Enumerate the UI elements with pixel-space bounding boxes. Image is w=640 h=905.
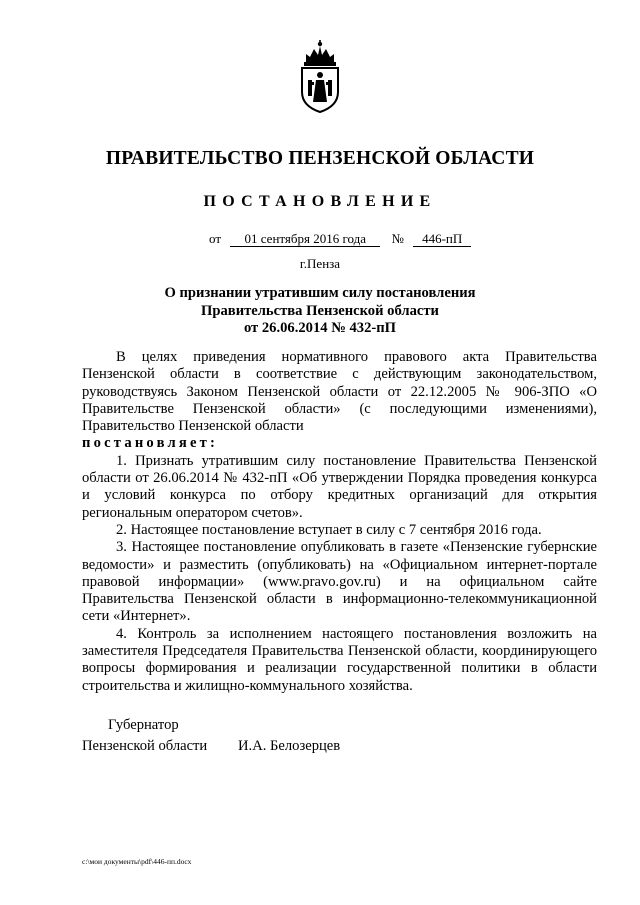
document-date: 01 сентября 2016 года [230,231,380,247]
date-number-line [209,231,471,247]
file-path-footer: c:\мои документы\pdf\446-пп.docx [82,857,192,866]
document-body [82,349,597,695]
subject-line: Правительства Пензенской области [201,302,439,319]
clause-4: 4. Контроль за исполнением настоящего постановления возложить на заместителя Председателя Правительства Пензенской области, координирующего вопросы формирования и реализации государственной политики в области строительства и жилищно-коммунального хозяйства. [82,625,597,694]
coat-of-arms-icon [290,40,350,114]
resolves-word: постановляет: [82,435,219,452]
clause-3: 3. Настоящее постановление опубликовать в газете «Пензенские губернские ведомости» и разместить (опубликовать) на «Официальном интернет-портале правовой информации» (www.pravo.gov.ru) и на официальном сайте Правительства Пензенской области в информационно-телекоммуникационной сети «Интернет». [82,539,597,625]
signatory-name: И.А. Белозерцев [238,738,341,754]
preamble-paragraph: В целях приведения нормативного правового акта Правительства Пензенской области в соответствие с действующим законодательством, руководствуясь Законом Пензенской области от 22.12.2005 № 906-ЗПО «О Правительстве Пензенской области» (с последующими изменениями), Правительство Пензенской области [82,349,597,435]
clause-1: 1. Признать утратившим силу постановление Правительства Пензенской области от 26.06.2014 № 432-пП «Об утверждении Порядка проведения конкурса и условий конкурса по отбору кредитных организаций для открытия региональным оператором счетов». [82,452,597,521]
document-subject [0,285,640,338]
document-number: 446-пП [413,231,471,247]
city: г.Пенза [299,256,341,271]
organization-title: ПРАВИТЕЛЬСТВО ПЕНЗЕНСКОЙ ОБЛАСТИ [105,148,535,169]
subject-line: от 26.06.2014 № 432-пП [243,320,397,336]
document-type: ПОСТАНОВЛЕНИЕ [203,193,437,210]
clause-2: 2. Настоящее постановление вступает в силу с 7 сентября 2016 года. [116,521,542,538]
signatory-region: Пензенской области [82,738,208,754]
date-prefix: от [209,231,222,246]
number-prefix: № [391,231,404,246]
subject-line: О признании утратившим силу постановления [164,285,476,301]
signatory-title: Губернатор [108,717,179,733]
